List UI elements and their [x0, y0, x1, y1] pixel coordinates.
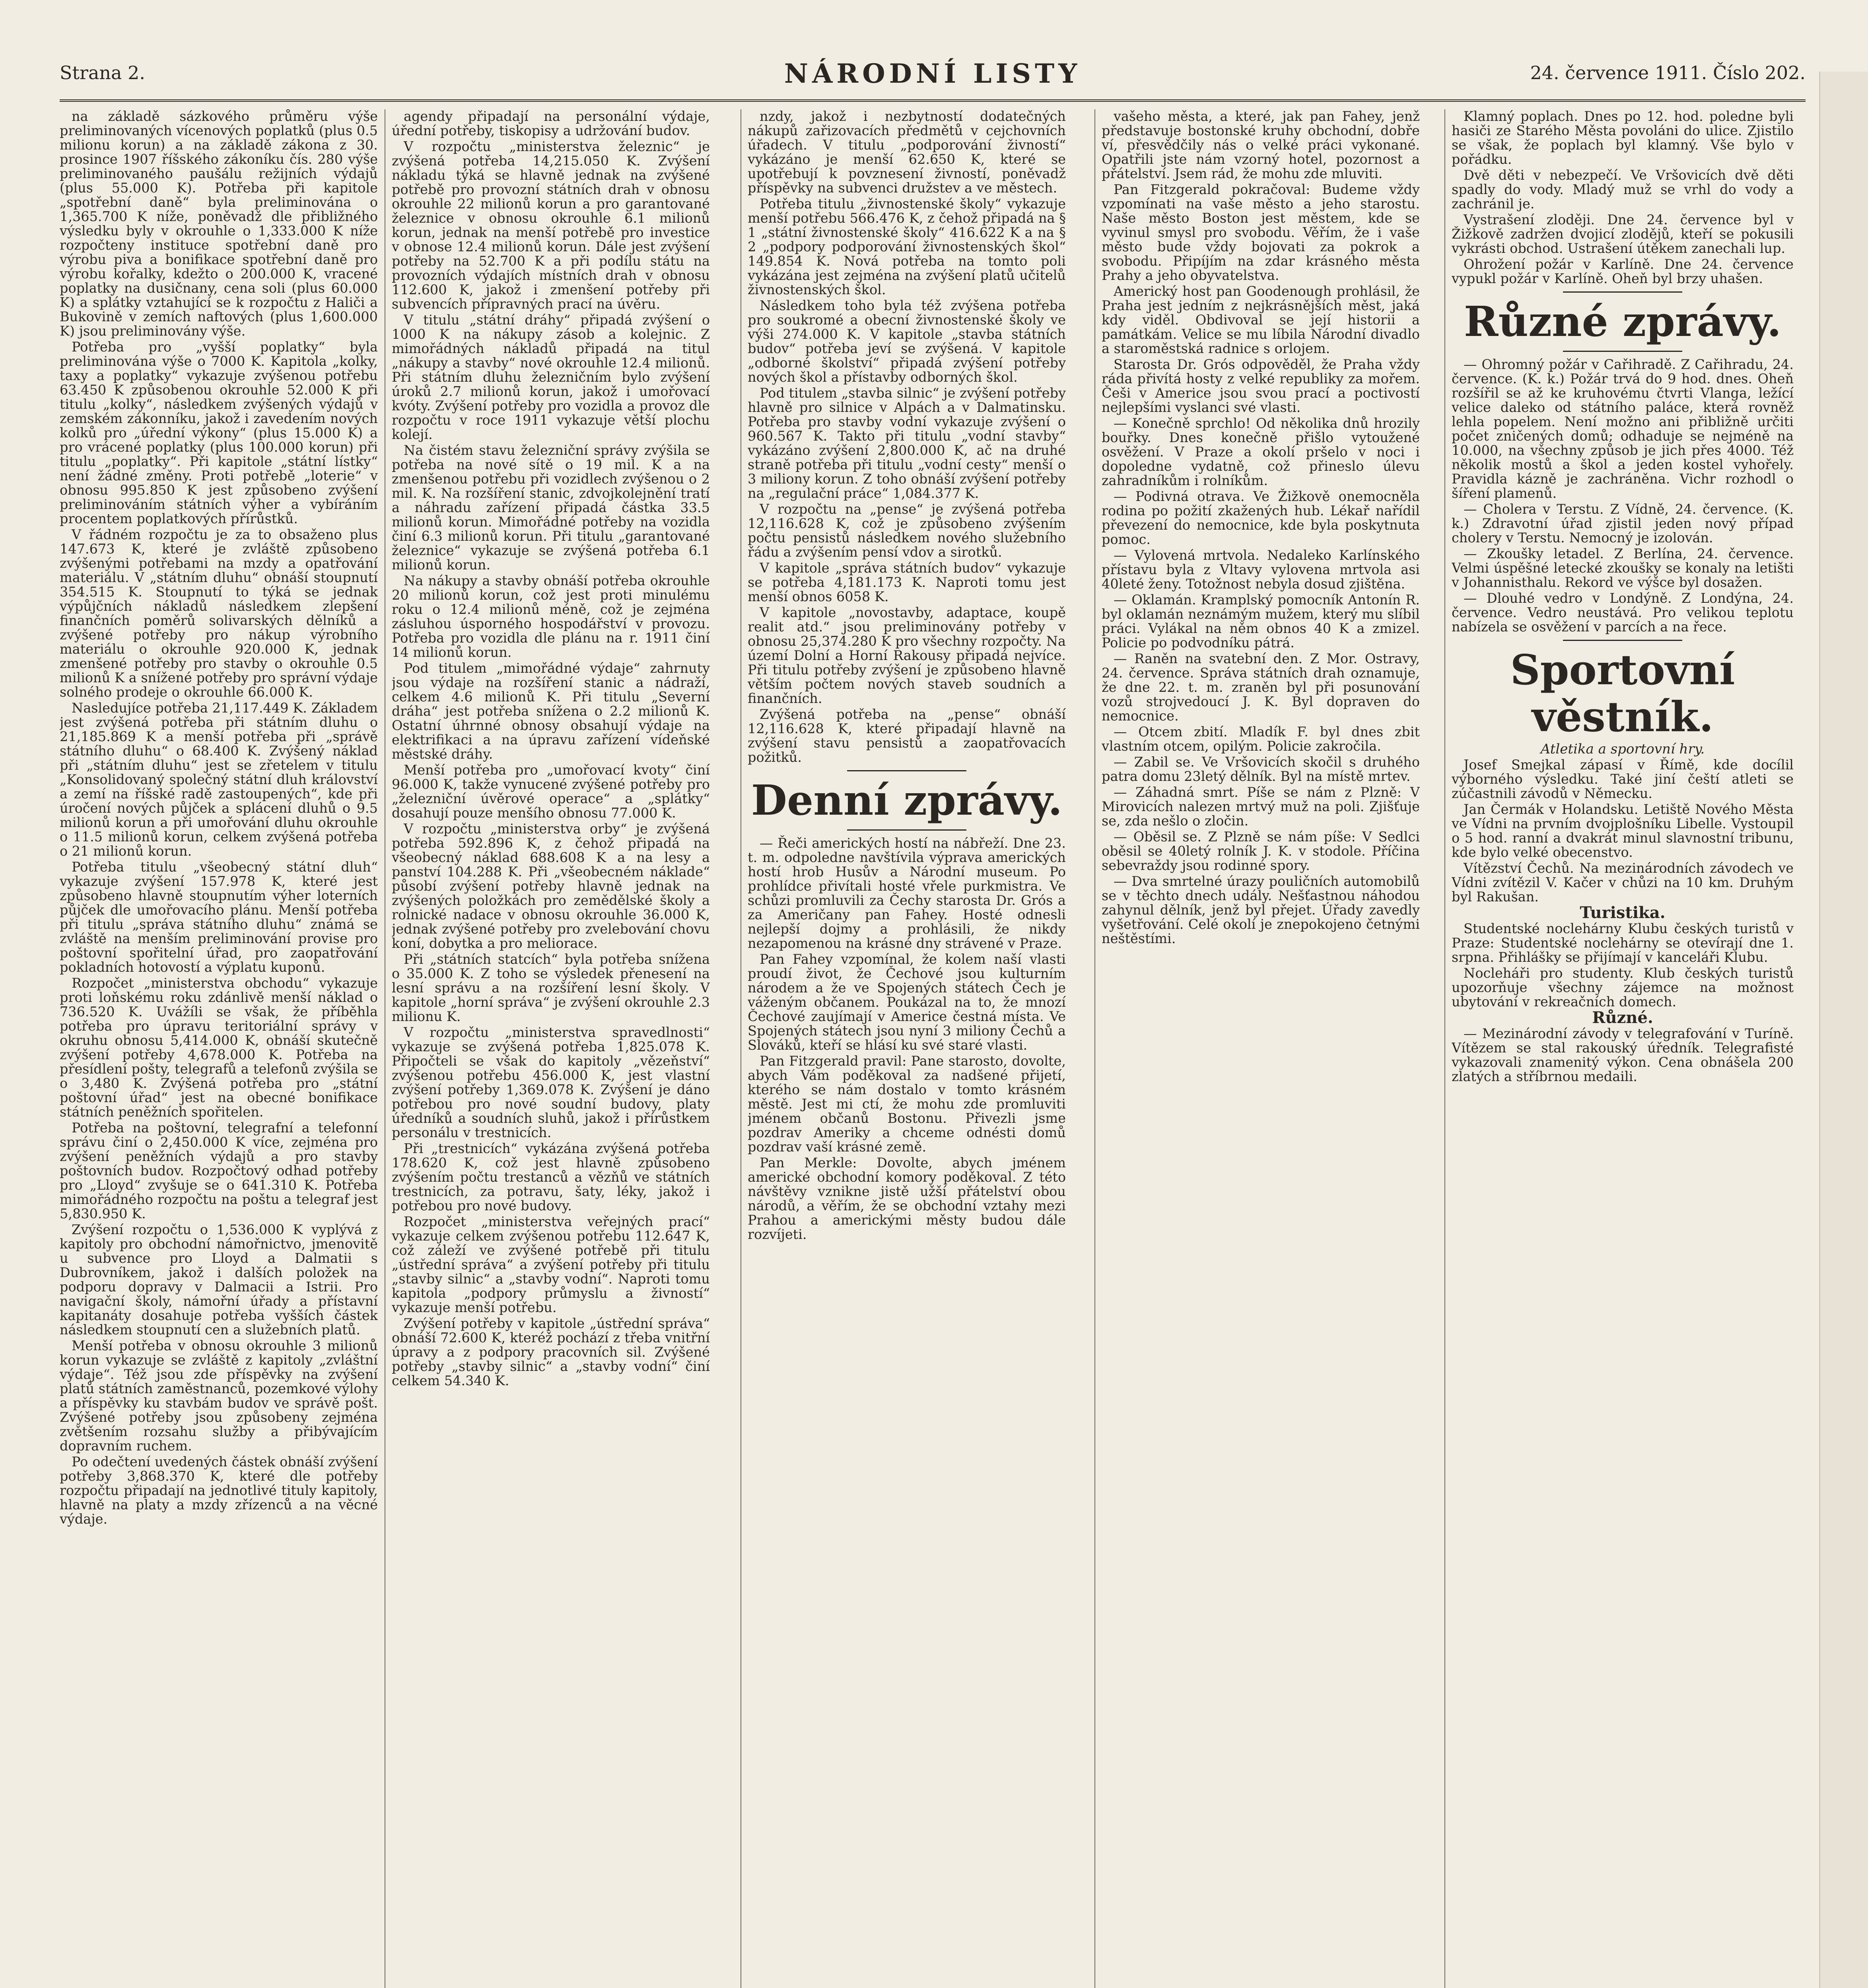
column-3 — [748, 109, 1066, 1988]
article-paragraph: Americký host pan Goodenough prohlásil, že Praha jest jedním z nejkrásnějších měst, jaká kdy viděl. Obdivoval se její historii a památkám. Velice se mu líbila Národní divadlo a staroměstská radnice s orlojem. — [1102, 283, 1420, 356]
article-paragraph: Menší potřeba pro „umořovací kvoty“ činí 96.000 K, takže vynucené zvýšené potřeby pro „železniční úvěrové operace“ a „splátky“ dosahují pouze menšího obnosu 77.000 K. — [392, 762, 710, 821]
article-paragraph: Josef Smejkal zápasí v Římě, kde docílil výborného výsledku. Také jiní čeští atleti se zúčastnili závodů v Německu. — [1452, 757, 1794, 801]
subsection-heading: Turistika. — [1580, 903, 1666, 922]
adjacent-page-margin — [1819, 72, 1868, 1988]
article-paragraph: — Zkoušky letadel. Z Berlína, 24. července. Velmi úspěšné letecké zkoušky se konaly na letišti v Johannisthalu. Rekord ve výšce byl dosažen. — [1452, 546, 1794, 590]
newspaper-title: NÁRODNÍ LISTY — [784, 58, 1081, 89]
header-rule — [60, 99, 1806, 102]
page-number: Strana 2. — [60, 62, 145, 83]
article-paragraph: Následkem toho byla též zvýšena potřeba pro soukromé a obecní živnostenské školy ve výši 274.000 K. V kapitole „stavba státních budov“ potřeba jeví se zvýšená. V kapitole „odborné školství“ připadá zvýšení potřeby nových škol a přístavby odborných škol. — [748, 298, 1066, 385]
article-paragraph: — Mezinárodní závody v telegrafování v Turíně. Vítězem se stal rakouský úředník. Telegrafisté vykazovali znamenitý výkon. Cena obnášela 200 zlatých a stříbrnou medaili. — [1452, 1026, 1794, 1084]
article-paragraph: Vítězství Čechů. Na mezinárodních závodech ve Vídni zvítězil V. Kačer v chůzi na 10 km. Druhým byl Rakušan. — [1452, 860, 1794, 905]
subsection-heading: Různé. — [1592, 1008, 1653, 1027]
article-paragraph: Potřeba titulu „všeobecný státní dluh“ vykazuje zvýšení 157.978 K, které jest způsobeno hlavně stoupnutím výher loterních půjček dle umořovacího plánu. Menší potřeba při titulu „správa státního dluhu“ známá se zvláště na menším preliminování provise pro poštovní spořitelní úřad, pro zaopatřování pokladních hotovostí a výplatu kuponů. — [60, 859, 378, 975]
article-paragraph: — Řeči amerických hostí na nábřeží. Dne 23. t. m. odpoledne navštívila výprava amerických hostí hrob Husův a Národní museum. Po prohlídce přivítali hosté vřele purkmistra. Ve schůzi promluvili za Čechy starosta Dr. Grós a za Američany pan Fahey. Hosté odnesli nejlepší dojmy a prohlásili, že nikdy nezapomenou na krásné dny strávené v Praze. — [748, 835, 1066, 951]
article-paragraph: Nocleháři pro studenty. Klub českých turistů upozorňuje všechny zájemce na možnost ubytování v rekreačních domech. — [1452, 965, 1794, 1010]
article-paragraph: Zvýšená potřeba na „pense“ obnáší 12,116.628 K, které připadají hlavně na zvýšení stavu pensistů a zaopatřovacích požitků. — [748, 707, 1066, 765]
article-paragraph: — Oběsil se. Z Plzně se nám píše: V Sedlci oběsil se 40letý rolník J. K. v stodole. Příčina sebevraždy jsou rodinné spory. — [1102, 829, 1420, 873]
article-paragraph: V kapitole „správa státních budov“ vykazuje se potřeba 4,181.173 K. Naproti tomu jest menší obnos 6058 K. — [748, 560, 1066, 604]
article-paragraph: na základě sázkového průměru výše preliminovaných vícenových poplatků (plus 0.5 milionu korun) a na základě zákona z 30. prosince 1907 říšského zákoníku čís. 280 výše preliminovaného paušálu režijních výdajů (plus 55.000 K). Potřeba při kapitole „spotřební daně“ byla preliminována o 1,365.700 K níže, poněvadž dle přibližného výsledku byly v okrouhle o 1,333.000 K níže rozpočteny instituce spotřební daně pro výrobu piva a bonifikace spotřební daně pro výrobu kořalky, kdežto o 200.000 K, vracené poplatky na dusičnany, cena soli (plus 60.000 K) a splátky vztahující se k rozpočtu z Haliči a Bukovině v zemích naftových (plus 1,600.000 K) jsou preliminovány výše. — [60, 109, 378, 339]
article-paragraph: agendy připadají na personální výdaje, úřední potřeby, tiskopisy a udržování budov. — [392, 109, 710, 138]
article-paragraph: Při „trestnicích“ vykázána zvýšená potřeba 178.620 K, což jest hlavně způsobeno zvýšením počtu trestanců a vězňů ve státních trestnicích, za potravu, šaty, léky, jakož i potřebou pro nové budovy. — [392, 1141, 710, 1213]
article-paragraph: V rozpočtu na „pense“ je zvýšená potřeba 12,116.628 K, což je způsobeno zvýšením počtu pensistů následkem nového služebního řádu a zvýšením pensí vdov a sirotků. — [748, 501, 1066, 560]
article-paragraph: V rozpočtu „ministerstva železnic“ je zvýšená potřeba 14,215.050 K. Zvýšení nákladu týká se hlavně jednak na zvýšené potřebě pro provozní státních drah v obnosu okrouhle 22 milionů korun a pro garantované železnice v obnosu okrouhle 6.1 milionů korun, jednak na menší potřebě pro investice v obnose 12.4 milionů korun. Dále jest zvýšení potřeby na 52.700 K a při podílu státu na provozních výdajích místních drah v obnosu 112.600 K, jakož i zmenšení potřeby při subvencích přípravných prací na úvěru. — [392, 139, 710, 312]
article-paragraph: V rozpočtu „ministerstva orby“ je zvýšená potřeba 592.896 K, z čehož připadá na všeobecný náklad 688.608 K a na lesy a panství 104.288 K. Při „všeobecném náklade“ působí zvýšení potřeby hlavně jednak na zvýšených položkách pro zemědělské školy a rolnické nadace v obnosu okrouhle 36.000 K, jednak zvýšené potřeby pro zvelebování chovu koní, dobytka a pro meliorace. — [392, 821, 710, 951]
column-divider — [1444, 109, 1445, 1988]
article-paragraph: Zvýšení rozpočtu o 1,536.000 K vyplývá z kapitoly pro obchodní námořnictvo, jmenovitě u subvence pro Lloyd a Dalmatii s Dubrovníkem, jakož i dalších položek na podporu dopravy v Dalmacii a Istrii. Pro navigační školy, námořní úřady a přístavní kapitanáty dosahuje potřeba vyšších částek následkem stoupnutí cen a služebních platů. — [60, 1222, 378, 1338]
article-paragraph: — Raněn na svatební den. Z Mor. Ostravy, 24. července. Správa státních drah oznamuje, že dne 22. t. m. zraněn byl při posunování vozů strojvedoucí J. K. Byl dopraven do nemocnice. — [1102, 651, 1420, 724]
article-paragraph: Zvýšení potřeby v kapitole „ústřední správa“ obnáší 72.600 K, kteréž pochází z třeba vnitřní úpravy a z podpory pracovních sil. Zvýšené potřeby „stavby silnic“ a „stavby vodní“ činí celkem 54.340 K. — [392, 1316, 710, 1388]
article-paragraph: Při „státních statcích“ byla potřeba snížena o 35.000 K. Z toho se výsledek přenesení na lesní správu a na rozšíření lesní školy. V kapitole „horní správa“ je zvýšení okrouhle 2.3 milionu K. — [392, 951, 710, 1024]
article-paragraph: Pan Fahey vzpomínal, že kolem naší vlasti proudí život, že Čechové jsou kulturním národem a že ve Spojených státech Čech je váženým občanem. Poukázal na to, že mnozí Čechové zaujímají v Americe čestná místa. Ve Spojených státech jsou nyní 3 miliony Čechů a Slováků, kteří se hlásí ku své staré vlasti. — [748, 951, 1066, 1053]
article-paragraph: Jan Čermák v Holandsku. Letiště Nového Města ve Vídni na prvním dvojplošníku Libelle. Vystoupil o 5 hod. ranní a dvakrát minul slavnostní tribunu, kde bylo velké obecenstvo. — [1452, 802, 1794, 860]
article-paragraph: — Oklamán. Kramplský pomocník Antonín R. byl oklamán neznámým mužem, který mu slíbil práci. Vylákal na něm obnos 40 K a zmizel. Policie po podvodníku pátrá. — [1102, 592, 1420, 650]
article-paragraph: Pod titulem „mimořádné výdaje“ zahrnuty jsou výdaje na rozšíření stanic a nádraží, celkem 4.6 milionů K. Při titulu „Severní dráha“ jest potřeba snížena o 2.2 milionů K. Ostatní úhrnné obnosy obsahují výdaje na elektrifikaci a na úpravu zařízení vídeňské městské dráhy. — [392, 660, 710, 762]
section-rule — [847, 770, 966, 771]
article-paragraph: — Konečně sprchlo! Od několika dnů hrozily bouřky. Dnes konečně přišlo vytoužené osvěžení. V Praze a okolí pršelo v noci i dopoledne vydatně, což přineslo úlevu zahradníkům i rolníkům. — [1102, 415, 1420, 488]
article-paragraph: — Ohromný požár v Cařihradě. Z Cařihradu, 24. července. (K. k.) Požár trvá do 9 hod. dnes. Oheň rozšířil se až ke kruhovému čtvrti Vlanga, ležící velice daleko od státního paláce, která rovněž lehla popelem. Není možno ani přibližně určiti počet zničených domů; odhaduje se nejméně na 10.000, na všechny způsob je jich přes 4000. Též několik mostů a škol a jeden kostel vyhořely. Pravidla kázně je zachráněna. Vichr rozhodl o šíření plamenů. — [1452, 357, 1794, 501]
section-heading-denni-zpravy: Denní zprávy. — [751, 776, 1063, 825]
article-paragraph: nzdy, jakož i nezbytností dodatečných nákupů zařizovacích předmětů v cejchovních úřadech. V titulu „podporování živností“ vykázáno je menší 62.650 K, které se upotřebují k povznesení živností, poněvadž příspěvky na subvenci družstev a ve městech. — [748, 109, 1066, 196]
article-paragraph: — Otcem zbití. Mladík F. byl dnes zbit vlastním otcem, opilým. Policie zakročila. — [1102, 724, 1420, 754]
article-paragraph: Rozpočet „ministerstva obchodu“ vykazuje proti loňskému roku zdánlivě menší náklad o 736.520 K. Uvážíli se však, že příběhla potřeba pro úpravu teritoriální správy v okruhu obnosu 5,414.000 K, obnáší skutečně zvýšení potřeby 4,678.000 K. Potřeba na přesídlení pošty, telegrafů a telefonů zvýšila se o 3,480 K. Zvýšená potřeba pro „státní poštovní úřad“ jest na obecné bonifikace státních peněžních spořitelen. — [60, 975, 378, 1120]
article-paragraph: Starosta Dr. Grós odpověděl, že Praha vždy ráda přivítá hosty z velké republiky za mořem. Češi v Americe jsou svou prací a poctivostí nejlepšími vyslanci své vlasti. — [1102, 357, 1420, 415]
article-paragraph: Po odečtení uvedených částek obnáší zvýšení potřeby 3,868.370 K, které dle potřeby rozpočtu připadají na jednotlivé tituly kapitoly, hlavně na platy a mzdy zřízenců a na věcné výdaje. — [60, 1454, 378, 1527]
section-rule — [847, 829, 966, 831]
article-paragraph: V titulu „státní dráhy“ připadá zvýšení o 1000 K na nákupy zásob a kolejnic. Z mimořádných nákladů připadá na titul „nákupy a stavby“ nové okrouhle 12.4 milionů. Při státním dluhu železničním bylo zvýšení úroků 2.7 milionů korun, jakož i umořovací kvóty. Zvýšení potřeby pro vozidla a provoz dle rozpočtu v roce 1911 vykazuje větší plochu kolejí. — [392, 312, 710, 442]
article-paragraph: Potřeba pro „vyšší poplatky“ byla preliminována výše o 7000 K. Kapitola „kolky, taxy a poplatky“ vykazuje zvýšenou potřebu 63.450 K způsobenou okrouhle 52.000 K při titulu „kolky“, následkem zvýšených výdajů v zemském zákonníku, jakož i zavedením nových kolků pro „úřední výkony“ (plus 15.000 K) a pro vrácené poplatky (plus 100.000 korun) při titulu „poplatky“. Při kapitole „státní lístky“ není žádné změny. Proti potřebě „loterie“ v obnosu 995.850 K jest způsobeno zvýšení preliminováním státních výher a vybíráním procentem poplatkových přírůstků. — [60, 339, 378, 526]
article-paragraph: Klamný poplach. Dnes po 12. hod. poledne byli hasiči ze Starého Města povoláni do ulice. Zjistilo se však, že poplach byl klamný. Vše bylo v pořádku. — [1452, 109, 1794, 167]
article-paragraph: Na nákupy a stavby obnáší potřeba okrouhle 20 milionů korun, což jest proti minulému roku o 12.4 milionů méně, což je zejména zásluhou úsporného hospodářství v provozu. Potřeba pro vozidla dle plánu na r. 1911 činí 14 milionů korun. — [392, 573, 710, 660]
article-paragraph: vašeho města, a které, jak pan Fahey, jenž představuje bostonské kruhy obchodní, dobře ví, přesvědčily nás o velké práci vykonané. Opatřili jste nám vzorný hotel, pozornost a přátelství. Jsem rád, že mohu zde mluviti. — [1102, 109, 1420, 181]
article-paragraph: Na čistém stavu železniční správy zvýšila se potřeba na nové sítě o 19 mil. K a na zmenšenou potřebu při vozidlech zvýšenou o 2 mil. K. Na rozšíření stanic, zdvojkolejnění tratí a náhradu zařízení připadá částka 33.5 milionů korun. Mimořádné potřeby na vozidla činí 6.3 milionů korun. Při titulu „garantované železnice“ vykazuje se zvýšená potřeba 6.1 milionů korun. — [392, 443, 710, 573]
column-1 — [60, 109, 378, 1988]
section-rule — [1563, 291, 1682, 293]
article-paragraph: — Dlouhé vedro v Londýně. Z Londýna, 24. července. Vedro neustává. Pro velikou teplotu nabízela se osvěžení v parcích a na řece. — [1452, 590, 1794, 635]
article-paragraph: — Podivná otrava. Ve Žižkově onemocněla rodina po požití zkažených hub. Lékař nařídil převezení do nemocnice, kde byla poskytnuta pomoc. — [1102, 489, 1420, 547]
column-2 — [392, 109, 710, 1988]
article-paragraph: Vystrašení zloději. Dne 24. července byl v Žižkově zadržen dvojicí zlodějů, kteří se pokusili vykrásti obchod. Ustrašení útěkem zanechali lup. — [1452, 212, 1794, 256]
page-header — [60, 60, 1806, 95]
column-divider — [1094, 109, 1095, 1988]
article-paragraph: Dvě děti v nebezpečí. Ve Vršovicích dvě děti spadly do vody. Mladý muž se vrhl do vody a zachránil je. — [1452, 167, 1794, 212]
article-paragraph: — Cholera v Terstu. Z Vídně, 24. července. (K. k.) Zdravotní úřad zjistil jeden nový případ cholery v Terstu. Nemocný je izolován. — [1452, 501, 1794, 546]
article-paragraph: Pan Fitzgerald pokračoval: Budeme vždy vzpomínati na vaše město a jeho starostu. Naše město Boston jest městem, kde se vyvinul smysl pro svobodu. Věřím, že i vaše město bude vždy bojovati za pokrok a svobodu. Připíjím na zdar krásného města Prahy a jeho obyvatelstva. — [1102, 182, 1420, 283]
column-4 — [1102, 109, 1420, 1988]
article-paragraph: Studentské noclehárny Klubu českých turistů v Praze: Studentské noclehárny se otevírají dne 1. srpna. Přihlášky se přijímají v kanceláři Klubu. — [1452, 921, 1794, 965]
article-paragraph: Ohrožení požár v Karlíně. Dne 24. července vypukl požár v Karlíně. Oheň byl brzy uhašen. — [1452, 256, 1794, 286]
article-paragraph: Menší potřeba v obnosu okrouhle 3 milionů korun vykazuje se zvláště z kapitoly „zvláštní výdaje“. Též jsou zde příspěvky na zvýšení platů státních zaměstnanců, pozemkové výlohy a příspěvky ku stavbám budov ve správě pošt. Zvýšené potřeby jsou způsobeny zejména zvětšením rozsahu služby a přibývajícím dopravním ruchem. — [60, 1338, 378, 1454]
article-paragraph: — Vylovená mrtvola. Nedaleko Karlínského přístavu byla z Vltavy vylovena mrtvola asi 40leté ženy. Totožnost nebyla dosud zjištěna. — [1102, 547, 1420, 592]
section-heading-sportovni-vestnik: Sportovní věstník. — [1510, 645, 1735, 741]
article-paragraph: — Dva smrtelné úrazy pouličních automobilů se v těchto dnech udály. Nešťastnou náhodou zahynul dělník, jenž byl přejet. Úřady zavedly vyšetřování. Celé okolí je znepokojeno četnými neštěstími. — [1102, 874, 1420, 946]
article-paragraph: Potřeba titulu „živnostenské školy“ vykazuje menší potřebu 566.476 K, z čehož připadá na § 1 „státní živnostenské školy“ 416.622 K a na § 2 „podpory podporování živnostenských škol“ 149.854 K. Nová potřeba na tomto poli vykázána jest zejména na zvýšení platů učitelů živnostenských škol. — [748, 196, 1066, 297]
article-paragraph: Potřeba na poštovní, telegrafní a telefonní správu činí o 2,450.000 K více, zejména pro zvýšení peněžních výdajů a pro stavby poštovních budov. Rozpočtový odhad potřeby pro „Lloyd“ zvyšuje se o 641.310 K. Potřeba mimořádného rozpočtu na poštu a telegraf jest 5,830.950 K. — [60, 1120, 378, 1221]
article-paragraph: Pan Merkle: Dovolte, abych jménem americké obchodní komory poděkoval. Z této návštěvy vznikne jistě užší přátelství obou národů, a věřím, že se obchodní vztahy mezi Prahou a americkými městy budou dále rozvíjeti. — [748, 1155, 1066, 1242]
column-5 — [1452, 109, 1794, 1988]
article-paragraph: Rozpočet „ministerstva veřejných prací“ vykazuje celkem zvýšenou potřebu 112.647 K, což záleží ve zvýšené potřebě při titulu „ústřední správa“ a zvýšení potřeby při titulu „stavby silnic“ a „stavby vodní“. Naproti tomu kapitola „podpory průmyslu a živností“ vykazuje menší potřebu. — [392, 1214, 710, 1315]
article-paragraph: V kapitole „novostavby, adaptace, koupě realit atd.“ jsou preliminovány potřeby v obnosu 25,374.280 K pro všechny rozpočty. Na území Dolní a Horní Rakousy připadá nejvíce. Při titulu potřeby zvýšení je způsobeno hlavně větším počtem nových staveb soudních a finančních. — [748, 605, 1066, 706]
article-paragraph: V řádném rozpočtu je za to obsaženo plus 147.673 K, které je zvláště způsobeno zvýšenými potřebami na mzdy a opatřování materiálu. V „státním dluhu“ obnáší stoupnutí 354.515 K. Stoupnutí to týká se jednak výpůjčních nákladů následkem zlepšení finančních poměrů solivarských dělníků a zvýšené potřeby pro nákup výrobního materiálu o okrouhle 920.000 K, jednak zmenšené potřeby pro stavby o okrouhle 0.5 milionů K a snížené potřeby pro správní výdaje solného prodeje o okrouhle 66.000 K. — [60, 527, 378, 700]
article-paragraph: — Zabil se. Ve Vršovicích skočil s druhého patra domu 23letý dělník. Byl na místě mrtev. — [1102, 754, 1420, 784]
section-rule — [1563, 351, 1682, 352]
issue-date: 24. července 1911. Číslo 202. — [1530, 62, 1806, 83]
article-paragraph: Pan Fitzgerald pravil: Pane starosto, dovolte, abych Vám poděkoval za nadšené přijetí, kterého se nám dostalo v tomto krásném městě. Jest mi ctí, že mohu zde promluviti jménem občanů Bostonu. Přivezli jsme pozdrav Ameriky a chceme odnésti domů pozdrav vaší krásné země. — [748, 1053, 1066, 1155]
article-paragraph: Pod titulem „stavba silnic“ je zvýšení potřeby hlavně pro silnice v Alpách a v Dalmatinsku. Potřeba pro stavby vodní vykazuje zvýšení o 960.567 K. Takto při titulu „vodní stavby“ vykázáno zvýšení 2,800.000 K, ač na druhé straně potřeba při titulu „vodní cesty“ menší o 3 miliony korun. Z toho obnáší zvýšení potřeby na „regulační práce“ 1,084.377 K. — [748, 385, 1066, 501]
section-rule — [1563, 640, 1682, 641]
article-paragraph: Nasledujíce potřeba 21,117.449 K. Základem jest zvýšená potřeba při státním dluhu o 21,185.869 K a menší potřeba při „správě státního dluhu“ o 68.400 K. Zvýšený náklad při „státním dluhu“ jest se zřetelem v titulu „Konsolidovaný společný státní dluh království a zemí na říšské radě zastoupených“, kde při úročení nových půjček a splácení dluhů o 9.5 milionů korun a při umořování dluhu okrouhle o 11.5 milionů korun, celkem zvýšená potřeba o 21 milionů korun. — [60, 700, 378, 859]
subsection-heading: Atletika a sportovní hry. — [1540, 741, 1705, 757]
section-heading-ruzne-zpravy: Různé zprávy. — [1464, 297, 1782, 346]
article-paragraph: V rozpočtu „ministerstva spravedlnosti“ vykazuje se zvýšená potřeba 1,825.078 K. Připočteli se však do kapitoly „vězeňství“ zvýšenou potřebu 456.000 K, jest vlastní zvýšení potřeby 1,369.078 K. Zvýšení je dáno potřebou pro nové soudní budovy, platy úředníků a soudních sluhů, jakož i přírůstkem personálu v trestnicích. — [392, 1025, 710, 1140]
article-paragraph: — Záhadná smrt. Píše se nám z Plzně: V Mirovicích nalezen mrtvý muž na poli. Zjišťuje se, zda nešlo o zločin. — [1102, 784, 1420, 829]
